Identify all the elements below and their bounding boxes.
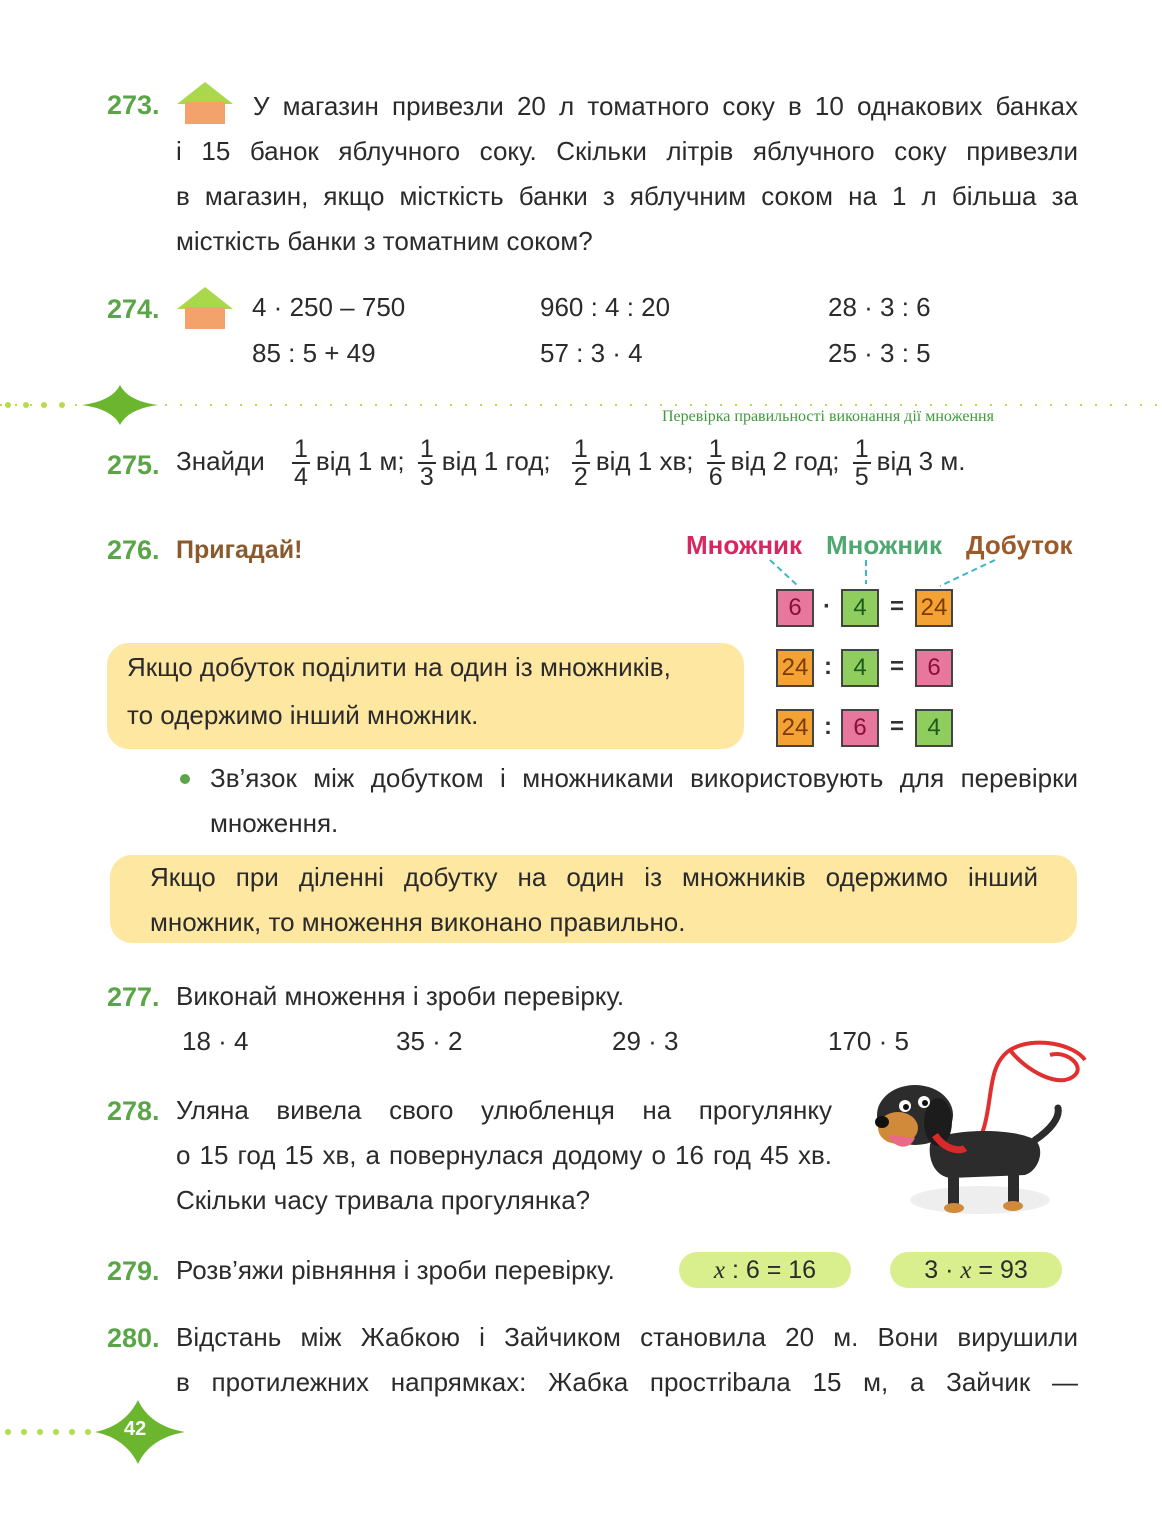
text-line: У магазин привезли 20 л томатного соку в 10 однакових банках: [253, 91, 1078, 121]
expression: 170 · 5: [828, 1026, 909, 1056]
intro-text: Знайди: [176, 446, 265, 476]
expression: 57 : 3 · 4: [540, 338, 643, 368]
expression: 4 · 250 – 750: [252, 292, 406, 322]
operator: =: [890, 653, 905, 680]
expression: 29 · 3: [612, 1026, 679, 1056]
section-heading: Перевірка правильності виконання дії множення: [662, 408, 994, 425]
fraction: $\frac{1}{2}$: [573, 435, 588, 492]
text-line: Якщо добуток поділити на один із множників,: [127, 652, 671, 682]
equation-rest: = 93: [971, 1256, 1028, 1284]
problem-277-number: 277.: [107, 982, 160, 1012]
problem-279-number: 279.: [107, 1256, 160, 1286]
expression: 35 · 2: [396, 1026, 463, 1056]
text-line: Якщо при діленні добутку на один із множників одержимо інший: [150, 862, 1038, 892]
problem-273-text: [176, 84, 1078, 264]
expression: 85 : 5 + 49: [252, 338, 376, 368]
expression: 960 : 4 : 20: [540, 292, 671, 322]
fraction-label: від 2 год;: [730, 446, 840, 476]
text-line: в магазин, якщо місткість банки з яблучним соком на 1 л більша за: [176, 181, 1078, 211]
remember-title: Пригадай!: [176, 536, 303, 564]
fraction: $\frac{1}{4}$: [293, 435, 308, 492]
text-line: і 15 банок яблучного соку. Скільки літрів яблучного соку привезли: [176, 136, 1078, 166]
multiplier-box: 6: [915, 649, 953, 687]
text-line: о 15 год 15 хв, а повернулася додому о 16 год 45 хв.: [176, 1140, 832, 1170]
multiplier-box: 4: [841, 589, 879, 627]
fraction-label: від 1 хв;: [595, 446, 694, 476]
product-box: 24: [776, 649, 814, 687]
multiplier-box: 4: [841, 649, 879, 687]
problem-276-number: 276.: [107, 535, 160, 565]
label-product: Добуток: [966, 530, 1073, 560]
fraction-label: від 1 м;: [315, 446, 405, 476]
equation-pill: [679, 1252, 851, 1288]
problem-280-number: 280.: [107, 1323, 160, 1353]
problem-273-number: 273.: [107, 90, 160, 120]
fraction: $\frac{1}{6}$: [708, 435, 723, 492]
text-line: в протилежних напрямках: Жабка простribала 15 м, а Зайчик —: [176, 1367, 1078, 1397]
star-divider-icon: [0, 1396, 190, 1466]
text-line: то одержимо інший множник.: [127, 700, 479, 730]
operator: =: [890, 713, 905, 740]
house-icon: [175, 285, 235, 329]
fraction: $\frac{1}{5}$: [854, 435, 869, 492]
variable: x: [960, 1257, 972, 1284]
fraction-label: від 1 год;: [441, 446, 551, 476]
label-multiplier: Множник: [826, 530, 943, 560]
text-line: місткість банки з томатним соком?: [176, 226, 593, 256]
product-box: 24: [776, 709, 814, 747]
operator: :: [824, 713, 832, 740]
problem-278-text: [176, 1088, 832, 1223]
fraction-label: від 3 м.: [876, 446, 966, 476]
bullet-dot: [180, 774, 190, 784]
text-line: множення.: [210, 808, 339, 838]
rule-2-text: [150, 855, 1038, 945]
operator: =: [890, 593, 905, 620]
text-line: Зв’язок між добутком і множниками використовують для перевірки: [210, 763, 1078, 793]
label-connector-lines: [760, 558, 1060, 588]
multiplier-box: 4: [915, 709, 953, 747]
problem-275-number: 275.: [107, 450, 160, 480]
operator: ·: [823, 593, 831, 620]
problem-277-text: Виконай множення і зроби перевірку.: [176, 981, 625, 1011]
expression: 25 · 3 : 5: [828, 338, 931, 368]
expression: 18 · 4: [182, 1026, 249, 1056]
text-line: Уляна вивела свого улюбленця на прогулянку: [176, 1095, 832, 1125]
problem-274-number: 274.: [107, 294, 160, 324]
operator: :: [824, 653, 832, 680]
variable: x: [713, 1257, 726, 1284]
dog-illustration: [860, 1030, 1090, 1230]
page-number: 42: [124, 1418, 147, 1440]
problem-278-number: 278.: [107, 1096, 160, 1126]
multiplier-box: 6: [841, 709, 879, 747]
problem-280-text: [176, 1315, 1078, 1405]
label-multiplier: Множник: [686, 530, 803, 560]
bullet-text: [210, 756, 1078, 846]
text-line: множник, то множення виконано правильно.: [150, 907, 686, 937]
equation-rest: : 6 = 16: [725, 1256, 817, 1284]
rule-text: [127, 643, 671, 739]
problem-279-text: Розв’яжи рівняння і зроби перевірку.: [176, 1255, 615, 1285]
multiplier-box: 6: [776, 589, 814, 627]
product-box: 24: [915, 589, 953, 627]
expression: 28 · 3 : 6: [828, 292, 931, 322]
text-line: Відстань між Жабкою і Зайчиком становила 20 м. Вони вирушили: [176, 1322, 1078, 1352]
text-line: Скільки часу тривала прогулянка?: [176, 1185, 591, 1215]
equation-pill: [890, 1252, 1062, 1288]
equation-pre: 3 ·: [924, 1256, 961, 1284]
problem-275-text: [176, 431, 965, 491]
fraction: $\frac{1}{3}$: [419, 435, 434, 492]
